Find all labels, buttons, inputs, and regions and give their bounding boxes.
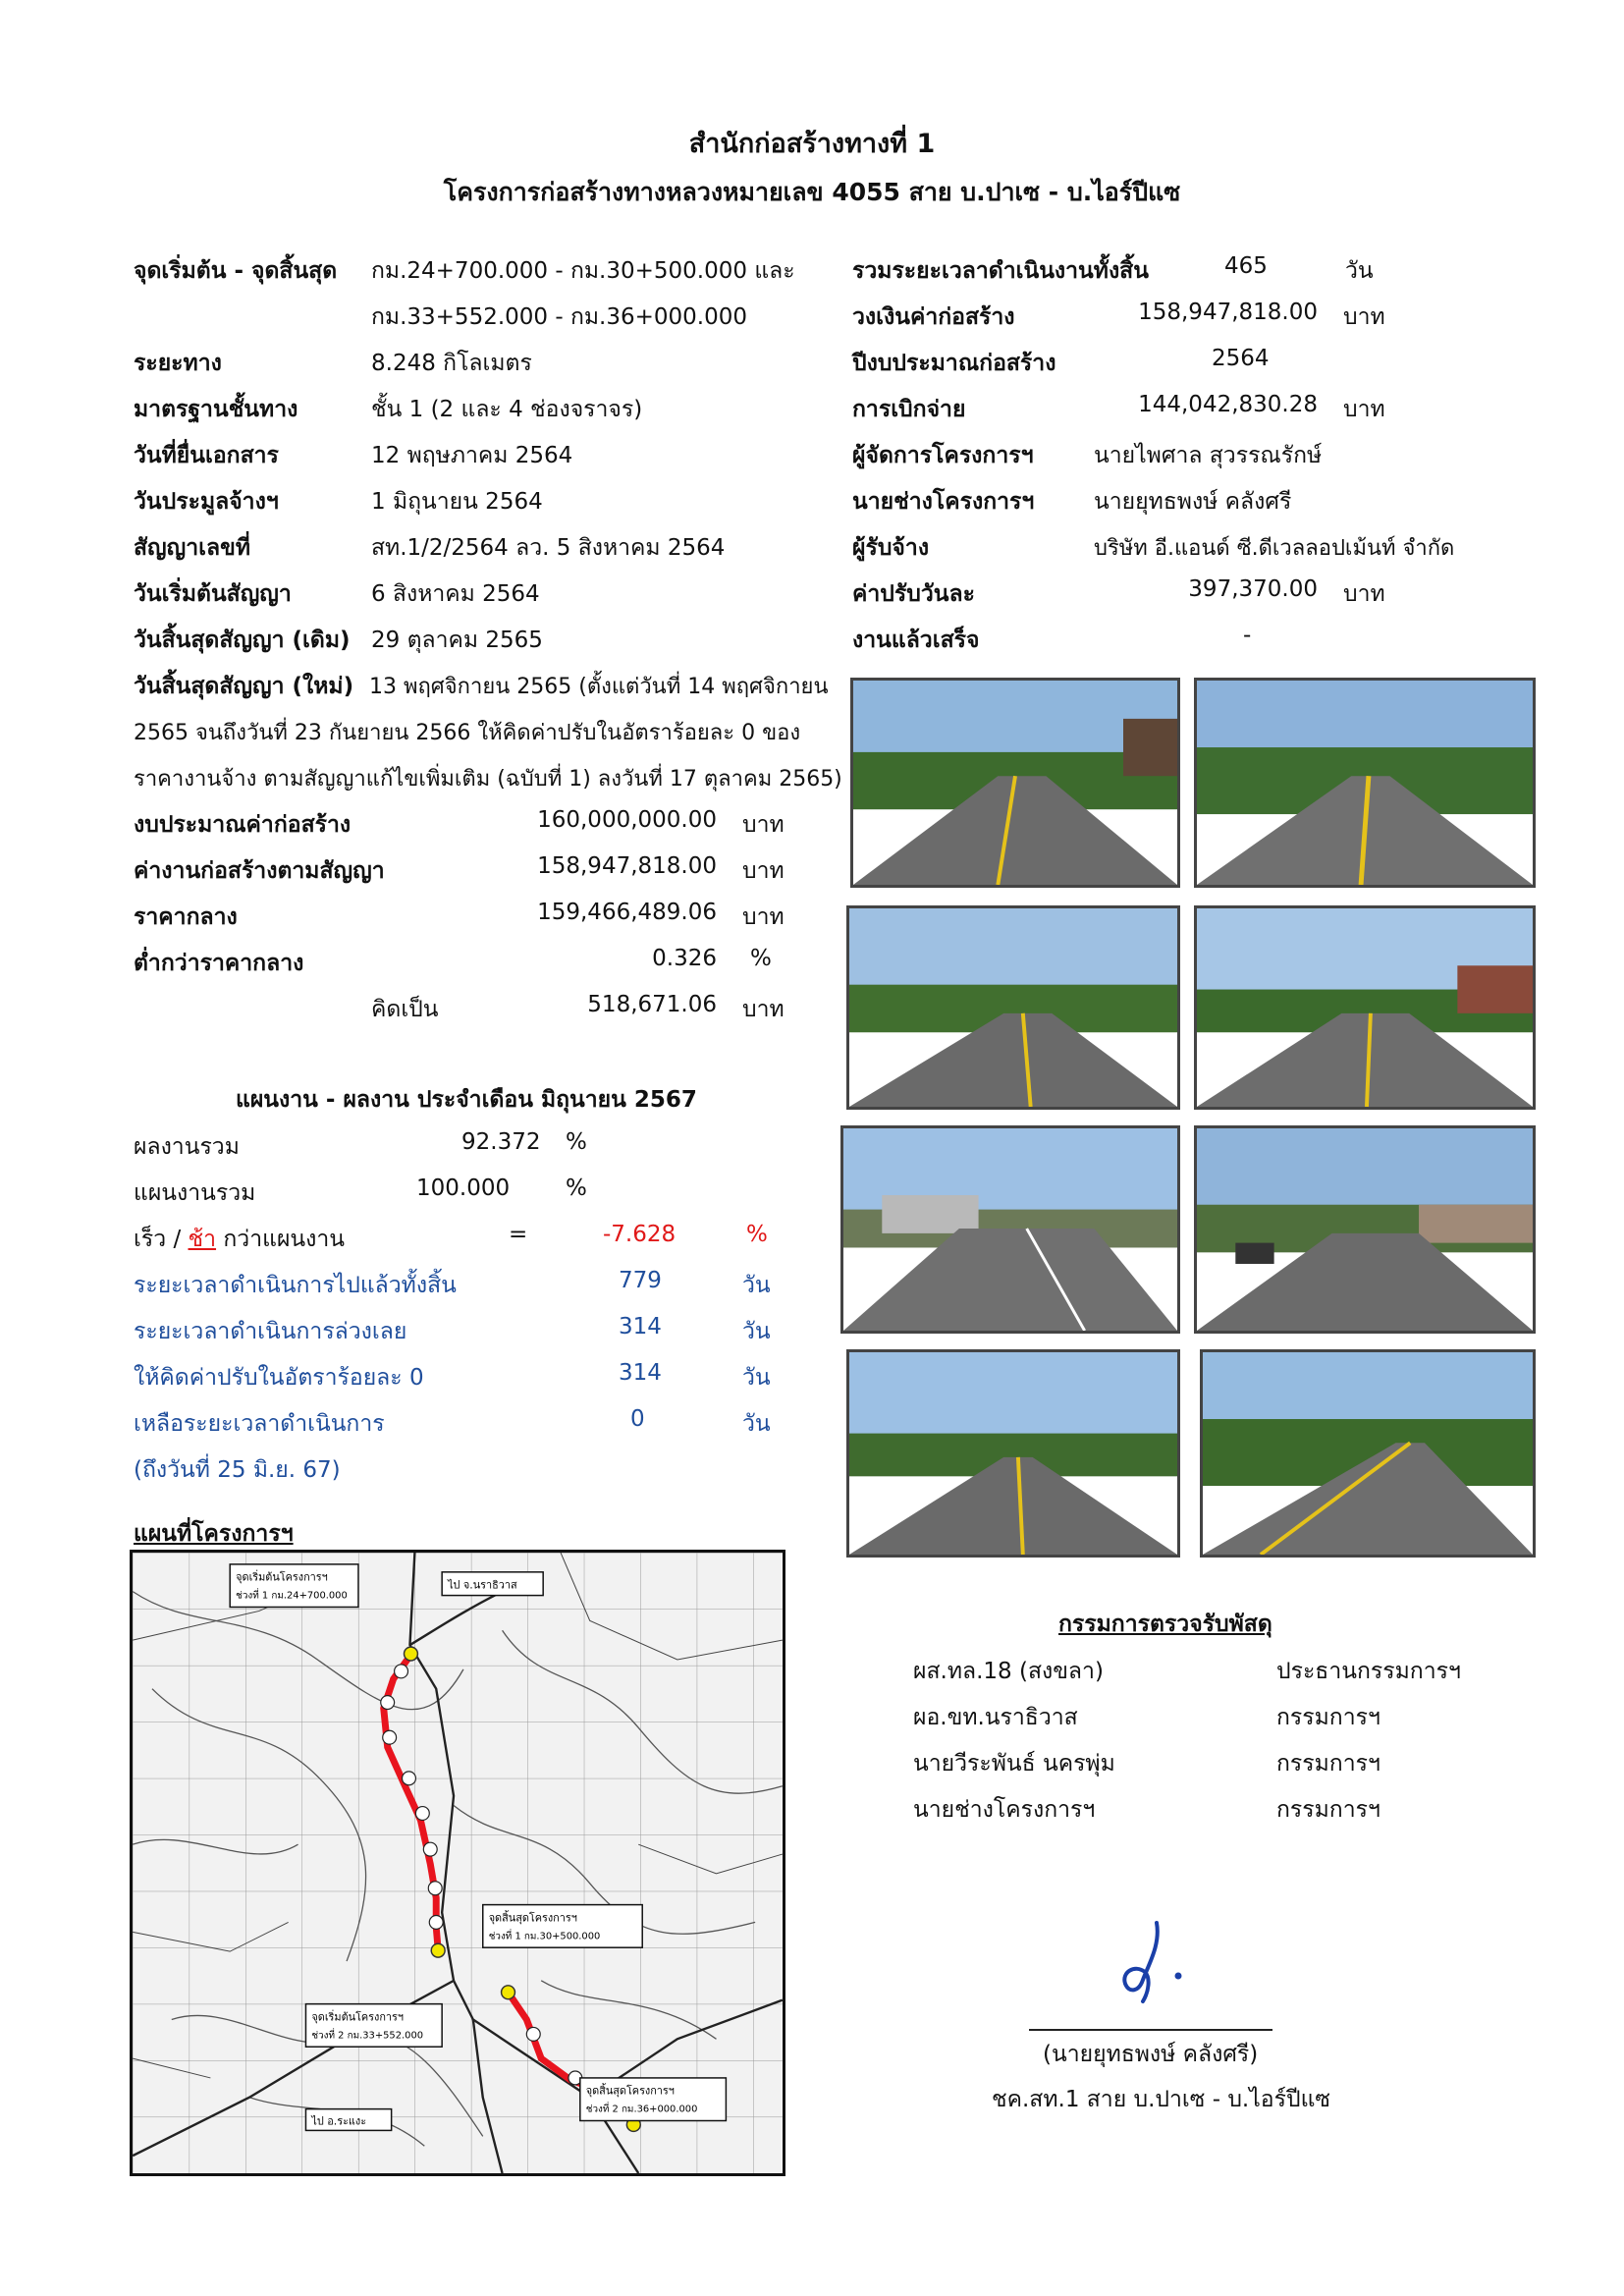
road-photo [846,905,1180,1110]
signature-position: ชค.สท.1 สาย บ.ปาเซ - บ.ไอร์ปีแซ [992,2087,1330,2112]
info-value: 8.248 กิโลเมตร [371,351,532,376]
diff-value: -7.628 [603,1222,677,1247]
signature-name: (นายยุทธพงษ์ คลังศรี) [1043,2042,1259,2067]
info-label: นายช่างโครงการฯ [852,489,1035,515]
info-label: ผู้รับจ้าง [852,535,930,561]
progress-title: แผนงาน - ผลงาน ประจำเดือน มิถุนายน 2567 [236,1087,697,1113]
time-unit: วัน [742,1273,771,1298]
committee-member-name: นายช่างโครงการฯ [913,1797,1096,1823]
diff-rest: กว่าแผนงาน [216,1227,346,1252]
budget-value: 0.326 [652,946,717,971]
budget-label: ราคากลาง [134,904,238,930]
committee-member-role: กรรมการฯ [1276,1705,1380,1730]
info-label: ระยะทาง [134,351,222,376]
plan-value: 100.000 [416,1175,511,1201]
map-label-to-top: ไป จ.นราธิวาส [448,1578,517,1592]
info-label: วงเงินค่าก่อสร้าง [852,304,1015,330]
project-title: โครงการก่อสร้างทางหลวงหมายเลข 4055 สาย บ.ปาเซ - บ.ไอร์ปีแซ [443,178,1181,206]
info-label: จุดเริ่มต้น - จุดสิ้นสุด [134,258,338,284]
info-value: 2564 [1212,346,1270,371]
time-value: 314 [619,1360,662,1386]
actual-unit: % [566,1129,587,1155]
diff-unit: % [746,1222,768,1247]
committee-member-role: กรรมการฯ [1276,1797,1380,1823]
map-label-start1: จุดเริ่มต้นโครงการฯ [236,1570,328,1584]
time-unit: วัน [742,1411,771,1437]
budget-extra-value: 518,671.06 [587,992,717,1017]
road-photo [840,1125,1180,1334]
info-value: - [1243,623,1252,648]
road-photo [1200,1349,1536,1558]
diff-slow: ช้า [188,1227,217,1252]
time-label: ระยะเวลาดำเนินการไปแล้วทั้งสิ้น [134,1273,457,1298]
plan-label: แผนงานรวม [134,1180,256,1206]
road-photo [850,678,1180,888]
info-value: ชั้น 1 (2 และ 4 ช่องจราจร) [371,397,643,422]
info-value: กม.33+552.000 - กม.36+000.000 [371,304,748,330]
time-label: เหลือระยะเวลาดำเนินการ [134,1411,385,1437]
road-photo [1194,678,1536,888]
diff-equals: = [509,1222,528,1247]
info-value: 1 มิถุนายน 2564 [371,489,543,515]
diff-label [134,1222,345,1257]
signature-line [1029,2029,1272,2031]
map-label-end1-sub: ช่วงที่ 1 กม.30+500.000 [488,1931,601,1942]
committee-member-name: นายวีระพันธ์ นครพุ่ม [913,1751,1115,1777]
info-label: ผู้จัดการโครงการฯ [852,443,1034,468]
office-title: สำนักก่อสร้างทางที่ 1 [688,129,936,159]
new-end-label: วันสิ้นสุดสัญญา (ใหม่) [134,674,354,699]
committee-member-role: ประธานกรรมการฯ [1276,1659,1461,1684]
time-value: 0 [630,1406,645,1432]
info-label: งานแล้วเสร็จ [852,628,980,653]
project-map [130,1550,785,2176]
signature-mark [1110,1915,1198,2013]
info-label: วันที่ยื่นเอกสาร [134,443,279,468]
new-end-line1: 13 พฤศจิกายน 2565 (ตั้งแต่วันที่ 14 พฤศจิกายน [369,675,829,699]
map-graphic [133,1553,783,2173]
info-label: ค่าปรับวันละ [852,581,975,607]
info-value: 12 พฤษภาคม 2564 [371,443,573,468]
info-value: 29 ตุลาคม 2565 [371,628,543,653]
info-value: บริษัท อี.แอนด์ ซี.ดีเวลลอปเม้นท์ จำกัด [1094,536,1455,561]
budget-value: 158,947,818.00 [537,853,717,879]
new-end-line3: ราคางานจ้าง ตามสัญญาแก้ไขเพิ่มเติม (ฉบับที่ 1) ลงวันที่ 17 ตุลาคม 2565) [134,767,842,792]
info-label: วันประมูลจ้างฯ [134,489,279,515]
committee-title: กรรมการตรวจรับพัสดุ [1058,1612,1272,1637]
info-unit: บาท [1343,397,1385,422]
road-photo [846,1349,1180,1558]
map-label-end2-sub: ช่วงที่ 2 กม.36+000.000 [585,2104,698,2115]
budget-unit: บาท [742,812,785,838]
info-unit: บาท [1343,304,1385,330]
budget-unit: บาท [742,858,785,884]
time-unit: วัน [742,1319,771,1344]
as-of-date: (ถึงวันที่ 25 มิ.ย. 67) [134,1457,341,1483]
budget-label: ค่างานก่อสร้างตามสัญญา [134,858,385,884]
road-photo [1194,905,1536,1110]
info-value: 465 [1224,253,1268,279]
budget-value: 159,466,489.06 [537,900,717,925]
actual-value: 92.372 [461,1129,541,1155]
time-value: 314 [619,1314,662,1339]
info-label: การเบิกจ่าย [852,397,966,422]
map-title: แผนที่โครงการฯ [134,1521,294,1547]
time-label: ระยะเวลาดำเนินการล่วงเลย [134,1319,407,1344]
info-value: 6 สิงหาคม 2564 [371,581,540,607]
road-photo [1194,1125,1536,1334]
budget-label: งบประมาณค่าก่อสร้าง [134,812,352,838]
info-label: ปีงบประมาณก่อสร้าง [852,351,1056,376]
plan-unit: % [566,1175,587,1201]
info-label: วันเริ่มต้นสัญญา [134,581,292,607]
budget-extra-label: คิดเป็น [371,997,439,1022]
committee-member-name: ผส.ทล.18 (สงขลา) [913,1659,1104,1684]
time-label: ให้คิดค่าปรับในอัตราร้อยละ 0 [134,1365,424,1391]
info-value: นายยุทธพงษ์ คลังศรี [1094,489,1292,515]
map-label-end1: จุดสิ้นสุดโครงการฯ [488,1911,577,1925]
diff-fast: เร็ว / [134,1227,189,1252]
new-end-line2: 2565 จนถึงวันที่ 23 กันยายน 2566 ให้คิดค่าปรับในอัตราร้อยละ 0 ของ [134,721,801,745]
time-unit: วัน [742,1365,771,1391]
map-label-start2: จุดเริ่มต้นโครงการฯ [311,2010,404,2024]
info-label: สัญญาเลขที่ [134,535,250,561]
info-label: มาตรฐานชั้นทาง [134,397,298,422]
budget-unit: % [750,946,772,971]
actual-label: ผลงานรวม [134,1134,240,1160]
info-value: กม.24+700.000 - กม.30+500.000 และ [371,258,795,284]
time-value: 779 [619,1268,662,1293]
info-unit: บาท [1343,581,1385,607]
info-label: รวมระยะเวลาดำเนินงานทั้งสิ้น [852,258,1149,284]
committee-member-name: ผอ.ขท.นราธิวาส [913,1705,1078,1730]
map-label-start2-sub: ช่วงที่ 2 กม.33+552.000 [311,2030,424,2042]
budget-unit: บาท [742,904,785,930]
map-label-to-bottom: ไป อ.ระแงะ [311,2114,367,2128]
map-label-start1-sub: ช่วงที่ 1 กม.24+700.000 [236,1590,348,1602]
info-value: นายไพศาล สุวรรณรักษ์ [1094,443,1323,468]
committee-member-role: กรรมการฯ [1276,1751,1380,1777]
map-label-end2: จุดสิ้นสุดโครงการฯ [585,2084,675,2098]
info-unit: วัน [1345,258,1374,284]
info-value: 397,370.00 [1188,576,1318,602]
info-label: วันสิ้นสุดสัญญา (เดิม) [134,628,351,653]
info-value: 158,947,818.00 [1138,300,1318,325]
budget-value: 160,000,000.00 [537,807,717,833]
budget-label: ต่ำกว่าราคากลาง [134,951,304,976]
info-value: สท.1/2/2564 ลว. 5 สิงหาคม 2564 [371,535,726,561]
budget-extra-unit: บาท [742,997,785,1022]
info-value: 144,042,830.28 [1138,392,1318,417]
